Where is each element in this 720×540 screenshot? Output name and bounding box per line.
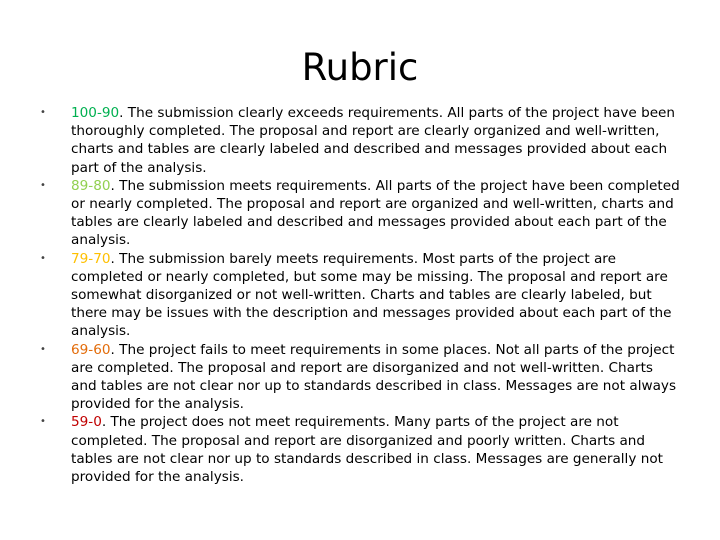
rubric-description: . The project does not meet requirements. Many parts of the project are not completed. The proposal and report are disorganized and poorly written. Charts and tables are not clear nor up to standards described in class. Messages are generally not provided for the analysis. xyxy=(71,414,663,486)
rubric-description: . The submission barely meets requirements. Most parts of the project are completed or nearly completed, but some may be missing. The proposal and report are somewhat disorganized or not well-written. Charts and tables are clearly labeled, but there may be issues with the description and messages provided about each part of the analysis. xyxy=(71,250,672,340)
rubric-item-100-90 xyxy=(40,104,682,177)
rubric-item-79-70 xyxy=(40,250,682,341)
rubric-description: . The project fails to meet requirements in some places. Not all parts of the project are completed. The proposal and report are disorganized and not well-written. Charts and tables are not clear nor up to standards described in class. Messages are not always provided for the analysis. xyxy=(71,341,677,413)
bullet-icon: • xyxy=(40,343,46,355)
bullet-icon: • xyxy=(40,416,46,428)
rubric-description: . The submission clearly exceeds requirements. All parts of the project have been thoroughly completed. The proposal and report are clearly organized and well-written, charts and tables are clearly labeled and described and messages provided about each part of the analysis. xyxy=(71,105,676,176)
grade-range: 59-0 xyxy=(71,414,102,431)
grade-range: 69-60 xyxy=(71,341,111,358)
rubric-item-89-80 xyxy=(40,177,682,250)
rubric-list xyxy=(40,104,682,486)
grade-range: 89-80 xyxy=(71,177,111,194)
rubric-item-59-0 xyxy=(40,413,682,486)
bullet-icon: • xyxy=(40,179,46,191)
rubric-description: . The submission meets requirements. All parts of the project have been completed or nearly completed. The proposal and report are organized and well-written, charts and tables are clearly labeled and described and messages provided about each part of the analysis. xyxy=(71,177,680,249)
grade-range: 100-90 xyxy=(71,105,120,121)
rubric-item-69-60 xyxy=(40,341,682,414)
bullet-icon: • xyxy=(40,252,46,264)
grade-range: 79-70 xyxy=(71,250,111,267)
slide-title: Rubric xyxy=(301,46,419,89)
bullet-icon: • xyxy=(40,107,46,118)
